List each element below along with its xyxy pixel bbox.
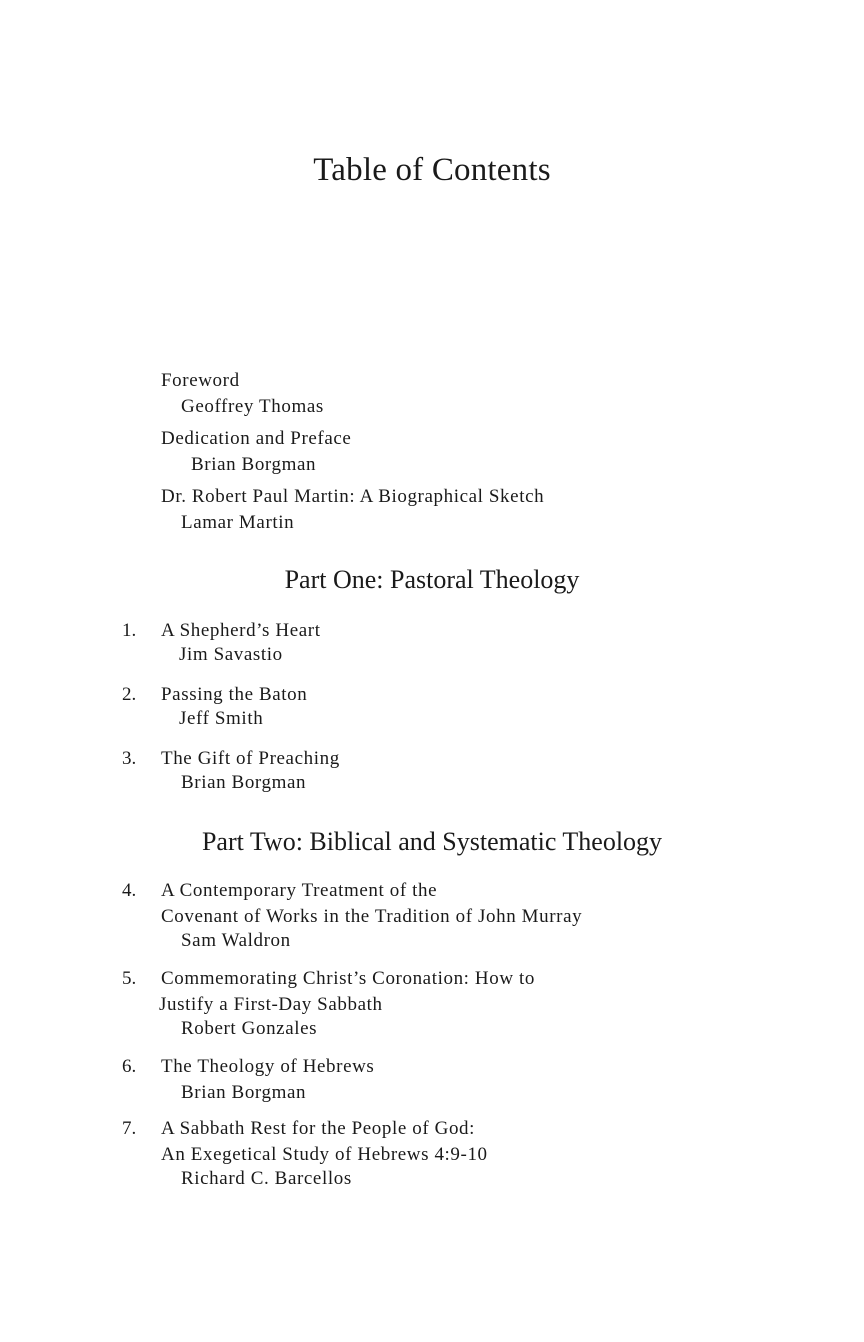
chapter-number: 2. <box>122 684 137 705</box>
chapter-number: 5. <box>122 968 137 989</box>
chapter-author: Richard C. Barcellos <box>181 1168 352 1189</box>
front-matter-author: Lamar Martin <box>181 512 295 533</box>
chapter-title: A Sabbath Rest for the People of God: <box>161 1118 476 1139</box>
page-title: Table of Contents <box>313 152 551 188</box>
part-two-heading: Part Two: Biblical and Systematic Theology <box>201 827 663 856</box>
chapter-number: 1. <box>122 620 137 641</box>
chapter-author: Jim Savastio <box>179 644 283 665</box>
front-matter-author: Geoffrey Thomas <box>181 396 324 417</box>
chapter-title: The Theology of Hebrews <box>161 1056 375 1077</box>
chapter-title: A Shepherd’s Heart <box>161 620 321 641</box>
chapter-number: 4. <box>122 880 137 901</box>
part-one-heading: Part One: Pastoral Theology <box>284 565 580 594</box>
chapter-title: The Gift of Preaching <box>161 748 340 769</box>
front-matter-title: Foreword <box>161 370 240 391</box>
chapter-title: Commemorating Christ’s Coronation: How to <box>161 968 535 989</box>
chapter-title: An Exegetical Study of Hebrews 4:9-10 <box>161 1144 488 1165</box>
chapter-title: A Contemporary Treatment of the <box>161 880 438 901</box>
chapter-title: Covenant of Works in the Tradition of John Murray <box>161 906 583 927</box>
chapter-number: 6. <box>122 1056 137 1077</box>
chapter-number: 7. <box>122 1118 137 1139</box>
chapter-author: Brian Borgman <box>181 772 307 793</box>
chapter-author: Jeff Smith <box>179 708 264 729</box>
front-matter-author: Brian Borgman <box>191 454 317 475</box>
chapter-author: Robert Gonzales <box>181 1018 318 1039</box>
chapter-author: Brian Borgman <box>181 1082 307 1103</box>
chapter-title: Justify a First-Day Sabbath <box>159 994 383 1015</box>
chapter-author: Sam Waldron <box>181 930 291 951</box>
chapter-number: 3. <box>122 748 137 769</box>
front-matter-title: Dr. Robert Paul Martin: A Biographical Sketch <box>161 486 545 507</box>
chapter-title: Passing the Baton <box>161 684 308 705</box>
front-matter-title: Dedication and Preface <box>161 428 352 449</box>
